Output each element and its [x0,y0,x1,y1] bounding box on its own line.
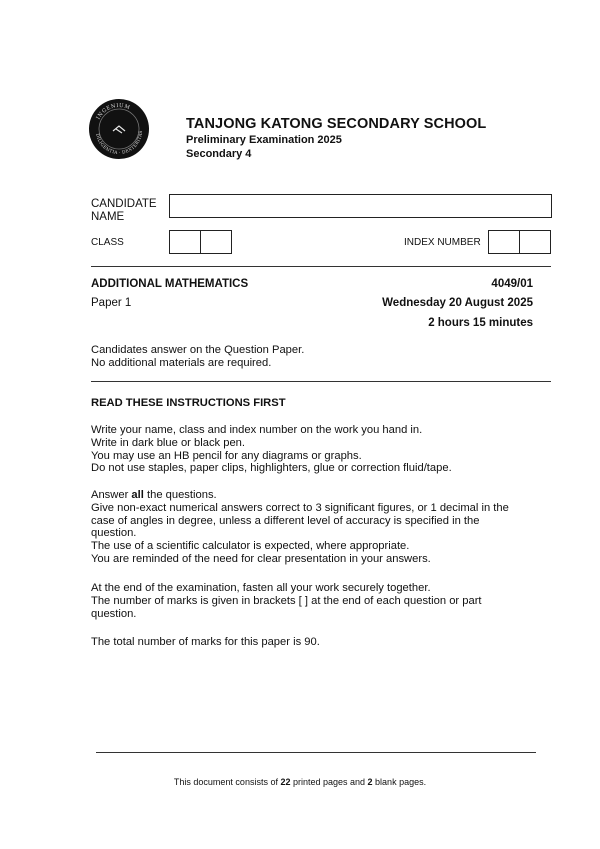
class-field[interactable] [169,230,232,254]
instruction-line: question. [91,607,137,620]
answer-suffix: the questions. [143,489,217,501]
paper-code: 4049/01 [491,278,533,290]
footer-prefix: This document consists of [173,777,281,787]
instructions-block-2 [91,489,541,566]
footer-suffix: blank pages. [372,777,427,787]
subject-title: ADDITIONAL MATHEMATICS [91,278,249,290]
instruction-line: Give non-exact numerical answers correct to 3 significant figures, or 1 decimal in the [91,501,509,514]
footer-middle: printed pages and [290,777,368,787]
paper-number: Paper 1 [91,297,132,309]
divider-top [91,266,551,267]
candidate-label-line2: NAME [91,211,125,223]
instruction-line: Do not use staples, paper clips, highlighters, glue or correction fluid/tape. [91,462,452,475]
candidate-label-line1: CANDIDATE [91,198,157,210]
materials-line: Candidates answer on the Question Paper. [91,344,305,356]
candidate-name-label [91,198,157,224]
blank-pages-count: 2 [367,777,373,787]
svg-text:INGENIUM: INGENIUM [95,102,132,121]
exam-date: Wednesday 20 August 2025 [382,297,533,309]
class-label: CLASS [91,237,124,248]
school-name: TANJONG KATONG SECONDARY SCHOOL [186,116,487,132]
instruction-line: The use of a scientific calculator is expected, where appropriate. [91,540,410,553]
instruction-line: question. [91,527,137,540]
materials-note [91,344,541,370]
answer-prefix: Answer [91,489,132,501]
instruction-line: The number of marks is given in brackets [ ] at the end of each question or part [91,594,482,607]
answer-all-line [91,489,541,502]
divider-middle [91,381,551,382]
exam-duration: 2 hours 15 minutes [428,317,533,329]
candidate-name-field[interactable] [169,194,552,218]
instructions-heading: READ THESE INSTRUCTIONS FIRST [91,397,286,409]
total-marks [91,636,541,649]
materials-line: No additional materials are required. [91,356,272,369]
exam-title: Preliminary Examination 2025 [186,134,342,146]
index-field-divider [519,231,520,253]
instructions-block-3 [91,582,541,620]
instruction-line: You are reminded of the need for clear presentation in your answers. [91,552,431,565]
index-number-label: INDEX NUMBER [404,237,481,248]
instruction-line: Write in dark blue or black pen. [91,436,246,449]
school-header [186,116,486,161]
school-crest-logo [88,98,150,160]
answer-bold: all [131,489,144,501]
exam-level: Secondary 4 [186,148,252,160]
instruction-line: At the end of the examination, fasten all your work securely together. [91,582,431,594]
total-marks-line: The total number of marks for this paper is 90. [91,636,320,648]
svg-text:DILIGENTIA · DEXTERITAS: DILIGENTIA · DEXTERITAS [94,130,145,157]
page-count-footer [0,777,600,787]
instruction-line: Write your name, class and index number on the work you hand in. [91,424,423,436]
instructions-block-1 [91,424,541,475]
class-field-divider [200,231,201,253]
printed-pages-count: 22 [280,777,291,787]
index-number-field[interactable] [488,230,551,254]
instruction-line: You may use an HB pencil for any diagrams or graphs. [91,449,362,462]
instruction-line: case of angles in degree, unless a different level of accuracy is specified in the [91,514,480,527]
divider-bottom [96,752,536,753]
